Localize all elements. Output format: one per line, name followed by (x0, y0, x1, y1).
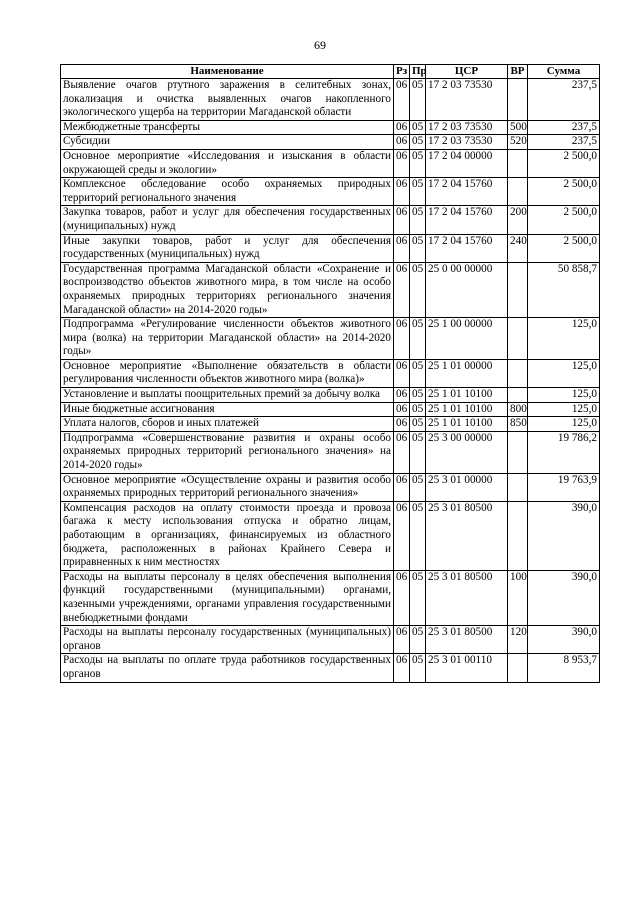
cell-name: Основное мероприятие «Осуществление охраны и развития особо охраняемых природных территорий регионального значения» (61, 473, 394, 501)
table-row (61, 206, 600, 234)
cell-rz: 06 (394, 234, 410, 262)
cell-rz: 06 (394, 431, 410, 473)
cell-rz: 06 (394, 149, 410, 177)
cell-vr: 240 (508, 234, 528, 262)
cell-name: Уплата налогов, сборов и иных платежей (61, 417, 394, 432)
page-number: 69 (314, 38, 326, 52)
budget-table (60, 64, 600, 683)
cell-pr: 05 (410, 262, 426, 317)
cell-rz: 06 (394, 178, 410, 206)
cell-sum: 237,5 (528, 79, 600, 121)
table-row (61, 79, 600, 121)
cell-vr: 100 (508, 570, 528, 625)
cell-sum: 2 500,0 (528, 149, 600, 177)
cell-sum: 8 953,7 (528, 654, 600, 682)
cell-csr: 25 1 01 00000 (426, 359, 508, 387)
header-pr: Пр (410, 65, 426, 79)
cell-rz: 06 (394, 402, 410, 417)
cell-sum: 390,0 (528, 626, 600, 654)
cell-csr: 25 1 01 10100 (426, 417, 508, 432)
table-row (61, 431, 600, 473)
cell-name: Комплексное обследование особо охраняемых природных территорий регионального значения (61, 178, 394, 206)
cell-vr (508, 178, 528, 206)
cell-rz: 06 (394, 79, 410, 121)
cell-rz: 06 (394, 318, 410, 360)
cell-vr (508, 388, 528, 403)
table-row (61, 417, 600, 432)
cell-name: Установление и выплаты поощрительных премий за добычу волка (61, 388, 394, 403)
cell-sum: 390,0 (528, 570, 600, 625)
cell-vr: 200 (508, 206, 528, 234)
cell-name: Иные закупки товаров, работ и услуг для обеспечения государственных (муниципальных) нужд (61, 234, 394, 262)
cell-csr: 25 3 01 80500 (426, 626, 508, 654)
cell-csr: 17 2 04 00000 (426, 149, 508, 177)
cell-pr: 05 (410, 318, 426, 360)
cell-csr: 17 2 03 73530 (426, 135, 508, 150)
cell-pr: 05 (410, 626, 426, 654)
cell-csr: 25 1 01 10100 (426, 388, 508, 403)
cell-sum: 19 763,9 (528, 473, 600, 501)
table-header-row (61, 65, 600, 79)
header-sum: Сумма (528, 65, 600, 79)
cell-pr: 05 (410, 402, 426, 417)
cell-vr (508, 431, 528, 473)
cell-pr: 05 (410, 206, 426, 234)
table-row (61, 318, 600, 360)
cell-pr: 05 (410, 359, 426, 387)
cell-rz: 06 (394, 120, 410, 135)
table-row (61, 120, 600, 135)
cell-name: Основное мероприятие «Выполнение обязательств в области регулирования численности объектов животного мира (волка)» (61, 359, 394, 387)
cell-vr: 500 (508, 120, 528, 135)
cell-vr (508, 501, 528, 570)
cell-sum: 2 500,0 (528, 178, 600, 206)
cell-csr: 25 3 01 80500 (426, 501, 508, 570)
header-name: Наименование (61, 65, 394, 79)
cell-pr: 05 (410, 388, 426, 403)
cell-pr: 05 (410, 120, 426, 135)
cell-csr: 25 3 01 00110 (426, 654, 508, 682)
cell-name: Выявление очагов ртутного заражения в селитебных зонах, локализация и очистка выявленных очагов накопленного экологического ущерба на территории Магаданской области (61, 79, 394, 121)
cell-pr: 05 (410, 135, 426, 150)
cell-name: Компенсация расходов на оплату стоимости проезда и провоза багажа к месту использования отпуска и обратно лицам, работающим в организациях, финансируемых из областного бюджета, расположенных в районах Крайнего Севера и приравненных к ним местностях (61, 501, 394, 570)
cell-csr: 25 1 00 00000 (426, 318, 508, 360)
cell-pr: 05 (410, 79, 426, 121)
cell-rz: 06 (394, 570, 410, 625)
cell-pr: 05 (410, 473, 426, 501)
cell-sum: 125,0 (528, 402, 600, 417)
cell-vr: 120 (508, 626, 528, 654)
header-csr: ЦСР (426, 65, 508, 79)
cell-sum: 237,5 (528, 135, 600, 150)
cell-name: Иные бюджетные ассигнования (61, 402, 394, 417)
cell-pr: 05 (410, 178, 426, 206)
table-row (61, 473, 600, 501)
cell-rz: 06 (394, 473, 410, 501)
cell-csr: 17 2 04 15760 (426, 178, 508, 206)
cell-rz: 06 (394, 501, 410, 570)
cell-name: Расходы на выплаты персоналу в целях обеспечения выполнения функций государственными (муниципальными) органами, казенными учреждениями, органами управления государственными внебюджетными фондами (61, 570, 394, 625)
cell-name: Закупка товаров, работ и услуг для обеспечения государственных (муниципальных) нужд (61, 206, 394, 234)
cell-pr: 05 (410, 570, 426, 625)
cell-vr: 800 (508, 402, 528, 417)
cell-sum: 2 500,0 (528, 206, 600, 234)
cell-csr: 25 0 00 00000 (426, 262, 508, 317)
table-row (61, 501, 600, 570)
cell-vr (508, 318, 528, 360)
table-row (61, 262, 600, 317)
cell-vr: 520 (508, 135, 528, 150)
cell-csr: 17 2 03 73530 (426, 79, 508, 121)
cell-name: Субсидии (61, 135, 394, 150)
cell-sum: 125,0 (528, 417, 600, 432)
cell-pr: 05 (410, 654, 426, 682)
cell-vr (508, 149, 528, 177)
table-row (61, 402, 600, 417)
table-row (61, 626, 600, 654)
table-row (61, 178, 600, 206)
cell-csr: 17 2 03 73530 (426, 120, 508, 135)
cell-name: Расходы на выплаты персоналу государственных (муниципальных) органов (61, 626, 394, 654)
cell-rz: 06 (394, 359, 410, 387)
cell-pr: 05 (410, 431, 426, 473)
cell-sum: 125,0 (528, 359, 600, 387)
cell-rz: 06 (394, 626, 410, 654)
cell-rz: 06 (394, 206, 410, 234)
cell-vr (508, 473, 528, 501)
table-body (61, 79, 600, 683)
cell-csr: 17 2 04 15760 (426, 234, 508, 262)
cell-csr: 25 3 00 00000 (426, 431, 508, 473)
cell-rz: 06 (394, 388, 410, 403)
cell-csr: 25 3 01 80500 (426, 570, 508, 625)
cell-sum: 50 858,7 (528, 262, 600, 317)
table-row (61, 149, 600, 177)
table-row (61, 234, 600, 262)
cell-pr: 05 (410, 417, 426, 432)
table-row (61, 654, 600, 682)
cell-rz: 06 (394, 262, 410, 317)
cell-vr: 850 (508, 417, 528, 432)
cell-vr (508, 262, 528, 317)
header-rz: Рз (394, 65, 410, 79)
table-row (61, 359, 600, 387)
cell-name: Подпрограмма «Регулирование численности объектов животного мира (волка) на территории Магаданской области» на 2014-2020 годы» (61, 318, 394, 360)
cell-sum: 2 500,0 (528, 234, 600, 262)
table-row (61, 570, 600, 625)
cell-pr: 05 (410, 234, 426, 262)
cell-vr (508, 654, 528, 682)
cell-csr: 17 2 04 15760 (426, 206, 508, 234)
table-row (61, 135, 600, 150)
cell-name: Межбюджетные трансферты (61, 120, 394, 135)
cell-rz: 06 (394, 417, 410, 432)
header-vr: ВР (508, 65, 528, 79)
cell-name: Государственная программа Магаданской области «Сохранение и воспроизводство объектов животного мира, в том числе на особо охраняемых природных территориях регионального значения Магаданской области» на 2014-2020 годы» (61, 262, 394, 317)
cell-pr: 05 (410, 501, 426, 570)
cell-sum: 125,0 (528, 318, 600, 360)
cell-sum: 237,5 (528, 120, 600, 135)
cell-name: Основное мероприятие «Исследования и изыскания в области окружающей среды и экологии» (61, 149, 394, 177)
cell-name: Подпрограмма «Совершенствование развития и охраны особо охраняемых природных территорий регионального значения» на 2014-2020 годы» (61, 431, 394, 473)
cell-vr (508, 359, 528, 387)
table-row (61, 388, 600, 403)
cell-sum: 125,0 (528, 388, 600, 403)
cell-sum: 390,0 (528, 501, 600, 570)
cell-csr: 25 1 01 10100 (426, 402, 508, 417)
cell-vr (508, 79, 528, 121)
cell-rz: 06 (394, 654, 410, 682)
cell-pr: 05 (410, 149, 426, 177)
cell-name: Расходы на выплаты по оплате труда работников государственных органов (61, 654, 394, 682)
cell-csr: 25 3 01 00000 (426, 473, 508, 501)
cell-sum: 19 786,2 (528, 431, 600, 473)
cell-rz: 06 (394, 135, 410, 150)
